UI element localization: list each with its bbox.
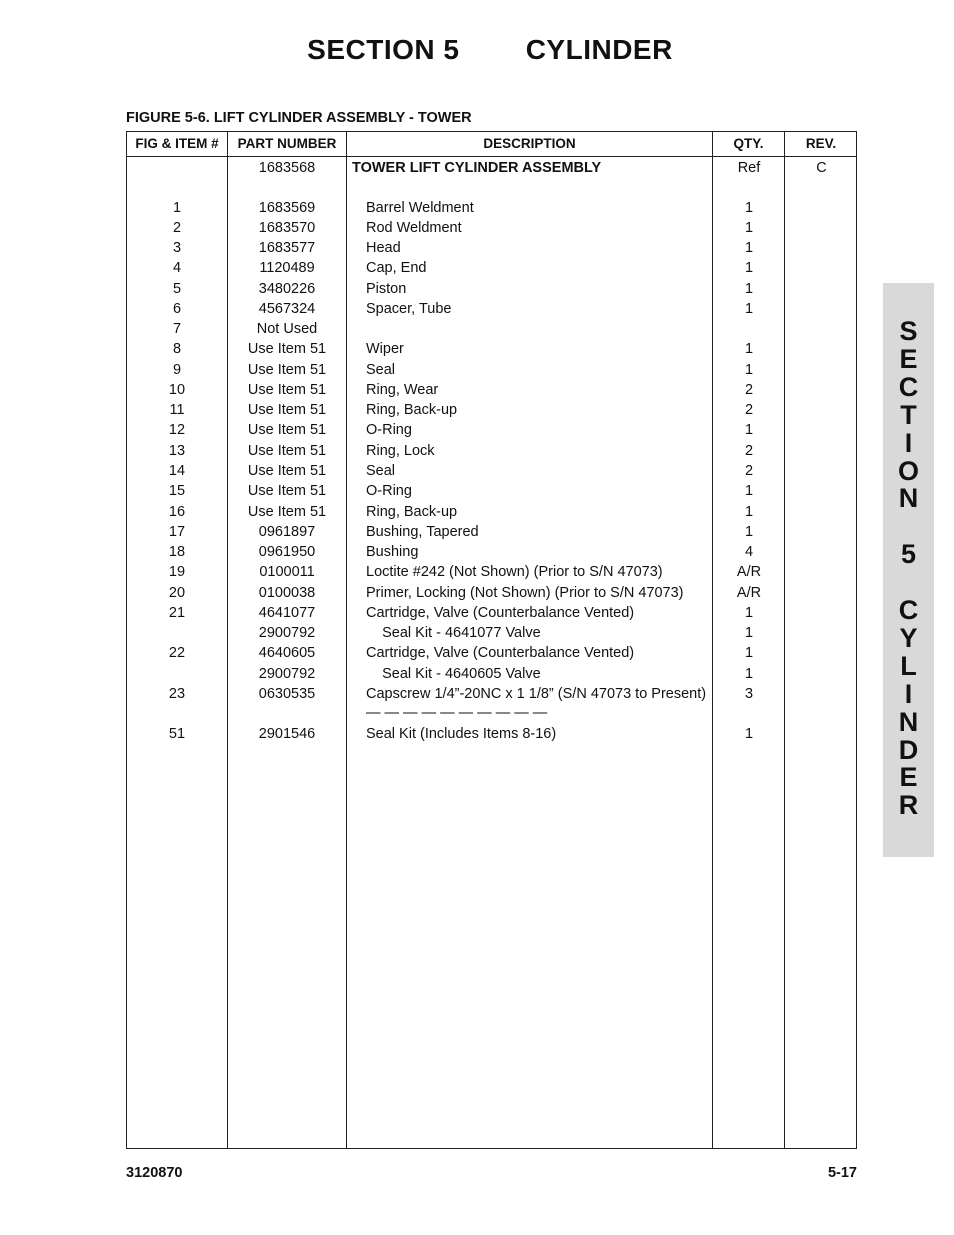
table-row [127,684,856,704]
description-cell: Primer, Locking (Not Shown) (Prior to S/N 47073) [366,585,684,601]
qty-cell: 1 [744,301,754,317]
qty-cell: 1 [744,483,754,499]
fig-item-cell: 8 [172,341,182,357]
description-cell: Ring, Back-up [366,504,458,520]
side-tab-letter: C [898,371,919,402]
table-row [127,502,856,522]
part-number-cell: Use Item 51 [247,382,327,398]
qty-cell: 1 [744,260,754,276]
description-cell: Seal Kit (Includes Items 8-16) [366,726,557,742]
side-tab-letter: O [897,455,919,486]
fig-item-cell: 19 [168,564,186,580]
qty-cell: 2 [744,443,754,459]
part-number-cell: Not Used [256,321,318,337]
table-row [127,380,856,400]
fig-item-cell: 13 [168,443,186,459]
part-number-cell: 3480226 [258,281,316,297]
description-cell: Cartridge, Valve (Counterbalance Vented) [366,605,635,621]
header-fig-item: FIG & ITEM # [135,136,219,151]
part-number-cell: 0630535 [258,686,316,702]
part-number-cell: 4641077 [258,605,316,621]
description-cell: — — — — — — — — — — [366,705,548,721]
table-row [127,583,856,603]
part-number-cell: 1120489 [259,260,315,276]
description-cell: Spacer, Tube [366,301,452,317]
qty-cell: A/R [736,564,762,580]
description-cell: Ring, Back-up [366,402,458,418]
qty-cell: 1 [744,240,754,256]
description-cell: Bushing, Tapered [366,524,479,540]
section-side-tab [883,283,934,857]
parts-table [126,131,857,1149]
fig-item-cell: 20 [168,585,186,601]
side-tab-letter: E [899,762,918,793]
description-cell: O-Ring [366,483,412,499]
qty-cell: 1 [744,341,754,357]
qty-cell: 1 [744,605,754,621]
part-number-cell: Use Item 51 [247,483,327,499]
side-tab-letter: C [898,595,919,625]
fig-item-cell: 3 [172,240,182,256]
part-number-cell: Use Item 51 [247,463,327,479]
description-cell: Seal [366,463,396,479]
part-number-cell: 4640605 [258,645,316,661]
header-description: DESCRIPTION [483,136,576,151]
side-tab-letter: R [898,790,919,821]
table-row [127,724,856,744]
description-cell: Barrel Weldment [366,200,474,216]
table-row [127,542,856,562]
qty-cell: 1 [744,666,754,682]
fig-item-cell: 11 [169,402,185,418]
document-number: 3120870 [126,1165,183,1181]
side-tab-letter: D [898,734,919,765]
description-cell: Ring, Lock [366,443,435,459]
qty-cell: 1 [744,281,754,297]
fig-item-cell: 14 [168,463,186,479]
part-number-cell: Use Item 51 [247,402,327,418]
table-row [127,664,856,684]
table-row [127,461,856,481]
qty-cell: 2 [744,463,754,479]
header-rev: REV. [805,136,837,151]
fig-item-cell: 9 [172,362,182,378]
fig-item-cell: 6 [172,301,182,317]
fig-item-cell: 15 [168,483,186,499]
part-number-cell: 2900792 [258,625,316,641]
table-row [127,360,856,380]
description-cell: Head [366,240,401,256]
qty-cell: 1 [744,524,754,540]
qty-cell: 1 [744,200,754,216]
part-number-cell: Use Item 51 [247,341,327,357]
qty-cell: 1 [744,504,754,520]
description-cell: Rod Weldment [366,220,462,236]
part-number-cell: 0961897 [258,524,316,540]
qty-cell: 4 [744,544,754,560]
description-cell: Capscrew 1/4”-20NC x 1 1/8” (S/N 47073 to Present) [366,686,707,702]
side-tab-letter: N [898,483,919,514]
description-cell: Seal [366,362,396,378]
qty-cell: A/R [736,585,762,601]
description-cell: Bushing [366,544,419,560]
table-row [127,238,856,258]
table-row [127,299,856,319]
fig-item-cell: 17 [168,524,186,540]
qty-cell: 1 [744,726,754,742]
rev-cell: C [816,160,827,176]
side-tab-letter: 5 [900,539,917,570]
table-row [127,158,856,178]
header-part-number: PART NUMBER [237,136,337,151]
side-tab-letter: L [900,650,917,681]
table-row [127,258,856,278]
description-cell: Piston [366,281,407,297]
description-cell: Cap, End [366,260,427,276]
description-cell: Cartridge, Valve (Counterbalance Vented) [366,645,635,661]
fig-item-cell: 5 [172,281,182,297]
header-qty: QTY. [733,136,764,151]
table-row [127,420,856,440]
part-number-cell: 2900792 [258,666,316,682]
table-row [127,603,856,623]
description-cell: TOWER LIFT CYLINDER ASSEMBLY [352,160,602,176]
side-tab-letter: S [899,316,918,346]
fig-item-cell: 21 [168,605,186,621]
description-cell: Ring, Wear [366,382,439,398]
part-number-cell: Use Item 51 [247,443,327,459]
table-row [127,319,856,339]
fig-item-cell: 2 [172,220,182,236]
table-row [127,643,856,663]
qty-cell: 1 [744,362,754,378]
part-number-cell: 2901546 [258,726,316,742]
section-title: SECTION 5 CYLINDER [307,34,673,65]
fig-item-cell: 23 [168,686,186,702]
fig-item-cell: 22 [168,645,186,661]
part-number-cell: Use Item 51 [247,362,327,378]
description-cell: O-Ring [366,422,412,438]
table-row [127,441,856,461]
fig-item-cell: 12 [168,422,186,438]
fig-item-cell: 7 [172,321,182,337]
side-tab-letter: I [904,678,913,709]
part-number-cell: Use Item 51 [247,422,327,438]
qty-cell: 2 [744,402,754,418]
table-row [127,198,856,218]
side-tab-letter: E [899,343,918,374]
part-number-cell: 0961950 [258,544,316,560]
fig-item-cell: 4 [172,260,182,276]
figure-title: FIGURE 5-6. LIFT CYLINDER ASSEMBLY - TOWER [126,110,472,126]
part-number-cell: 1683570 [258,220,316,236]
fig-item-cell: 51 [168,726,186,742]
qty-cell: 1 [744,422,754,438]
part-number-cell: 1683577 [258,240,316,256]
fig-item-cell: 16 [168,504,186,520]
qty-cell: 1 [744,625,754,641]
side-tab-letter: T [900,399,917,430]
part-number-cell: 1683568 [258,160,316,176]
table-row [127,522,856,542]
table-row [127,339,856,359]
qty-cell: 3 [744,686,754,702]
part-number-cell: Use Item 51 [247,504,327,520]
qty-cell: 1 [744,645,754,661]
side-tab-letter: N [898,706,919,737]
fig-item-cell: 1 [172,200,182,216]
page-number: 5-17 [827,1165,857,1181]
table-row [127,279,856,299]
part-number-cell: 4567324 [258,301,316,317]
fig-item-cell: 10 [168,382,186,398]
side-tab-letter: I [904,427,913,458]
part-number-cell: 1683569 [258,200,316,216]
table-row [127,562,856,582]
table-row [127,400,856,420]
part-number-cell: 0100011 [259,564,315,580]
table-row [127,623,856,643]
table-row [127,703,856,723]
qty-cell: Ref [737,160,761,176]
description-cell: Loctite #242 (Not Shown) (Prior to S/N 47073) [366,564,663,580]
qty-cell: 2 [744,382,754,398]
fig-item-cell: 18 [168,544,186,560]
header-divider [127,156,856,157]
qty-cell: 1 [744,220,754,236]
description-cell: Wiper [366,341,404,357]
part-number-cell: 0100038 [258,585,316,601]
table-row [127,218,856,238]
description-cell: Seal Kit - 4640605 Valve [366,666,541,682]
side-tab-letter: Y [899,622,918,653]
description-cell: Seal Kit - 4641077 Valve [366,625,541,641]
table-row [127,481,856,501]
